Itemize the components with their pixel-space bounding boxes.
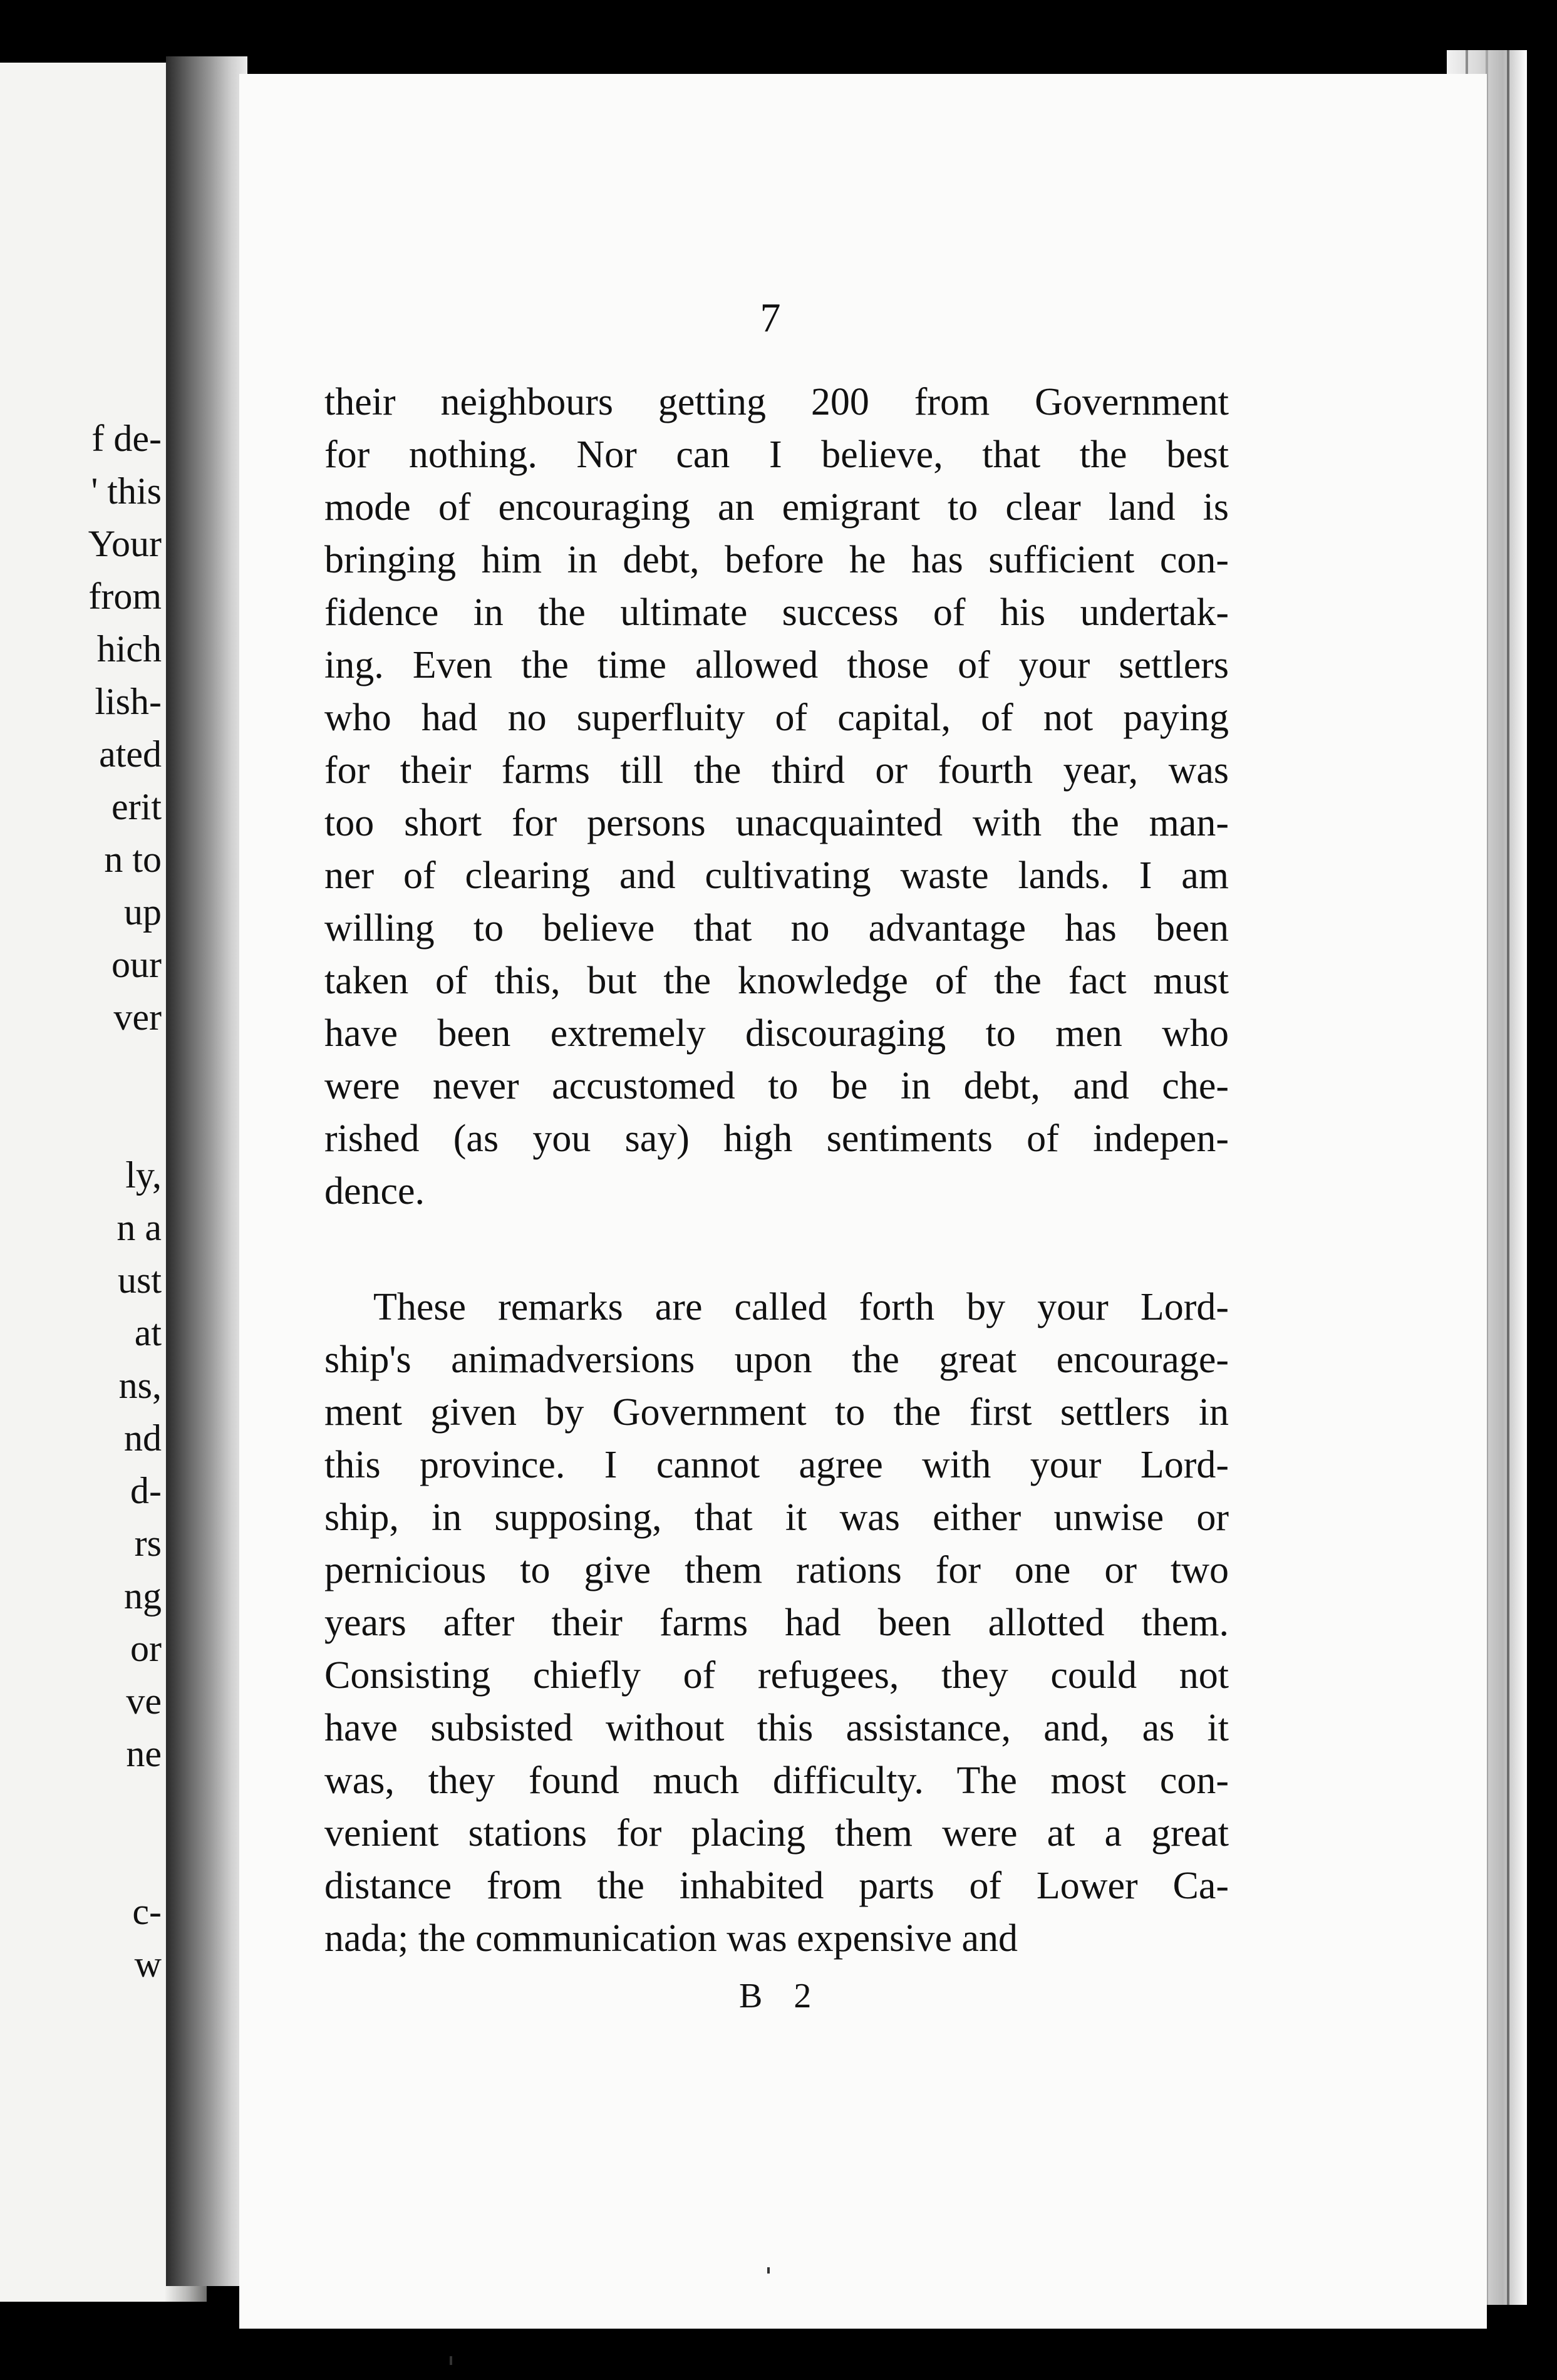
left-page-line: up bbox=[124, 891, 162, 933]
text-line: for nothing. Nor can I believe, that the best bbox=[324, 433, 1229, 476]
text-line: too short for persons unacquainted with the man- bbox=[324, 802, 1229, 844]
text-line: taken of this, but the knowledge of the fact must bbox=[324, 960, 1229, 1002]
text-line: willing to believe that no advantage has been bbox=[324, 907, 1229, 949]
left-page-line: ' this bbox=[91, 470, 162, 512]
text-line: for their farms till the third or fourth year, was bbox=[324, 749, 1229, 792]
text-line: who had no superfluity of capital, of not paying bbox=[324, 696, 1229, 739]
left-page-line: ns, bbox=[118, 1365, 162, 1406]
text-line: pernicious to give them rations for one or two bbox=[324, 1549, 1229, 1591]
text-line: fidence in the ultimate success of his undertak- bbox=[324, 591, 1229, 634]
page-edge-line bbox=[1507, 50, 1509, 2305]
text-line: rished (as you say) high sentiments of indepen- bbox=[324, 1117, 1229, 1160]
text-line: their neighbours getting 200 from Government bbox=[324, 381, 1229, 423]
text-line: ner of clearing and cultivating waste lands. I am bbox=[324, 854, 1229, 897]
left-page-line: at bbox=[134, 1312, 162, 1353]
signature-mark: B 2 bbox=[739, 1977, 823, 2015]
left-page-line: ver bbox=[113, 996, 162, 1038]
paper-speck bbox=[450, 2356, 452, 2365]
left-page-line: ne bbox=[126, 1733, 162, 1774]
text-line: ing. Even the time allowed those of your settlers bbox=[324, 644, 1229, 686]
left-page-line: ve bbox=[126, 1680, 162, 1722]
text-line: have been extremely discouraging to men who bbox=[324, 1012, 1229, 1055]
left-page-line: Your bbox=[88, 523, 162, 564]
text-line: ment given by Government to the first settlers in bbox=[324, 1391, 1229, 1434]
left-page-line: ng bbox=[124, 1575, 162, 1617]
text-line: ship's animadversions upon the great encourage- bbox=[324, 1338, 1229, 1381]
left-page-line: hich bbox=[96, 628, 162, 670]
left-page-line: our bbox=[111, 944, 162, 985]
text-line: years after their farms had been allotted them. bbox=[324, 1601, 1229, 1644]
left-page-line: ust bbox=[117, 1260, 162, 1301]
text-line: venient stations for placing them were at a great bbox=[324, 1812, 1229, 1855]
text-line: were never accustomed to be in debt, and che- bbox=[324, 1065, 1229, 1107]
left-page-line: erit bbox=[111, 786, 162, 827]
text-line: mode of encouraging an emigrant to clear land is bbox=[324, 486, 1229, 529]
text-line: have subsisted without this assistance, and, as it bbox=[324, 1707, 1229, 1749]
left-page-line: c- bbox=[132, 1891, 162, 1932]
text-line: Consisting chiefly of refugees, they could not bbox=[324, 1654, 1229, 1697]
text-line: These remarks are called forth by your Lord- bbox=[373, 1286, 1229, 1328]
left-page-line: or bbox=[130, 1628, 162, 1669]
text-line: bringing him in debt, before he has sufficient con- bbox=[324, 539, 1229, 581]
left-page-line: rs bbox=[134, 1523, 162, 1564]
left-page-line: ated bbox=[99, 733, 162, 775]
text-line: this province. I cannot agree with your Lord- bbox=[324, 1444, 1229, 1486]
text-line: dence. bbox=[324, 1170, 425, 1213]
text-line: was, they found much difficulty. The most con- bbox=[324, 1759, 1229, 1802]
text-line: nada; the communication was expensive and bbox=[324, 1917, 1018, 1960]
left-page-line: ly, bbox=[125, 1154, 162, 1196]
left-page-line: w bbox=[134, 1943, 162, 1985]
left-page-line: from bbox=[88, 576, 162, 617]
page-number: 7 bbox=[760, 295, 781, 341]
left-page-line: n a bbox=[116, 1207, 162, 1248]
paper-speck bbox=[767, 2267, 770, 2274]
left-page-line: n to bbox=[104, 839, 162, 880]
book-gutter bbox=[166, 56, 247, 2286]
left-page-line: d- bbox=[130, 1470, 162, 1511]
left-page-line: f de- bbox=[91, 418, 162, 459]
text-line: ship, in supposing, that it was either unwise or bbox=[324, 1496, 1229, 1539]
text-line: distance from the inhabited parts of Lower Ca- bbox=[324, 1865, 1229, 1907]
left-page-line: lish- bbox=[95, 681, 162, 722]
left-page-line: nd bbox=[124, 1417, 162, 1459]
